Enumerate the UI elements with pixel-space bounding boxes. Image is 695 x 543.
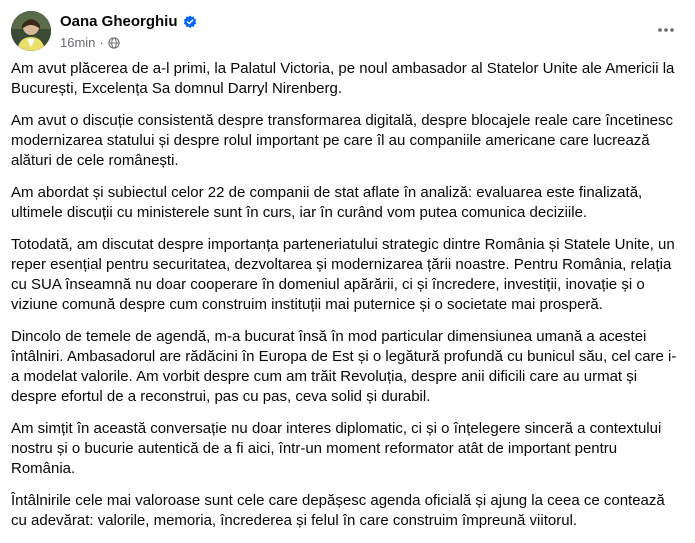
more-options-icon <box>656 20 676 40</box>
avatar-image <box>11 11 51 51</box>
post-header <box>11 9 685 55</box>
post-paragraph: Am simțit în această conversație nu doar interes diplomatic, ci și o înțelegere sinceră a contextului nostru și o bucurie autentică de a fi aici, într-un moment reformator atât de important pentru România. <box>11 420 662 477</box>
avatar[interactable] <box>11 11 51 51</box>
author-row <box>60 13 197 30</box>
post-paragraph: Dincolo de temele de agendă, m-a bucurat însă în mod particular dimensiunea umană a acestei întâlniri. Ambasadorul are rădăcini în Europa de Est și o legătură profundă cu bunicul său, cel care i-a modelat valorile. Am vorbit despre cum am trăit Revoluția, despre anii dificili care au urmat și despre efortul de a reconstrui, pas cu pas, ceva solid și durabil. <box>11 328 677 405</box>
post-paragraph: Am avut o discuție consistentă despre transformarea digitală, despre blocajele reale care încetinesc modernizarea statului și despre rolul important pe care îl au companiile americane care lucrează alături de cele românești. <box>11 112 674 169</box>
author-name[interactable]: Oana Gheorghiu <box>60 13 178 30</box>
post-paragraph: Am abordat și subiectul celor 22 de companii de stat aflate în analiză: evaluarea este finalizată, ultimele discuții cu ministerele sunt în curs, iar în curând vom putea comunica deciziile. <box>11 184 643 221</box>
meta-separator: · <box>99 35 104 50</box>
verified-badge-icon <box>183 15 197 29</box>
more-options-button[interactable] <box>655 19 677 41</box>
post-paragraph: Am avut plăcerea de a-l primi, la Palatul Victoria, pe noul ambasador al Statelor Unite ale Americii la București, Excelența Sa domnul Darryl Nirenberg. <box>11 60 675 97</box>
post-paragraph: Întâlnirile cele mai valoroase sunt cele care depășesc agenda oficială și ajung la ceea ce contează cu adevărat: valorile, memoria, încrederea și felul în care construim împreună viitorul. <box>11 492 665 529</box>
post-timestamp[interactable]: 16min <box>60 35 96 50</box>
post-content <box>11 59 683 543</box>
globe-icon[interactable] <box>108 37 120 49</box>
post-meta <box>60 35 120 50</box>
post-paragraph: Totodată, am discutat despre importanța parteneriatului strategic dintre România și Statele Unite, un reper esențial pentru securitatea, dezvoltarea și modernizarea țării noastre. Pentru România, relația cu SUA înseamnă nu doar cooperare în domeniul apărării, ci și încredere, investiții, inovație și o viziune comună despre cum construim instituții mai puternice și o societate mai prosperă. <box>11 236 675 313</box>
